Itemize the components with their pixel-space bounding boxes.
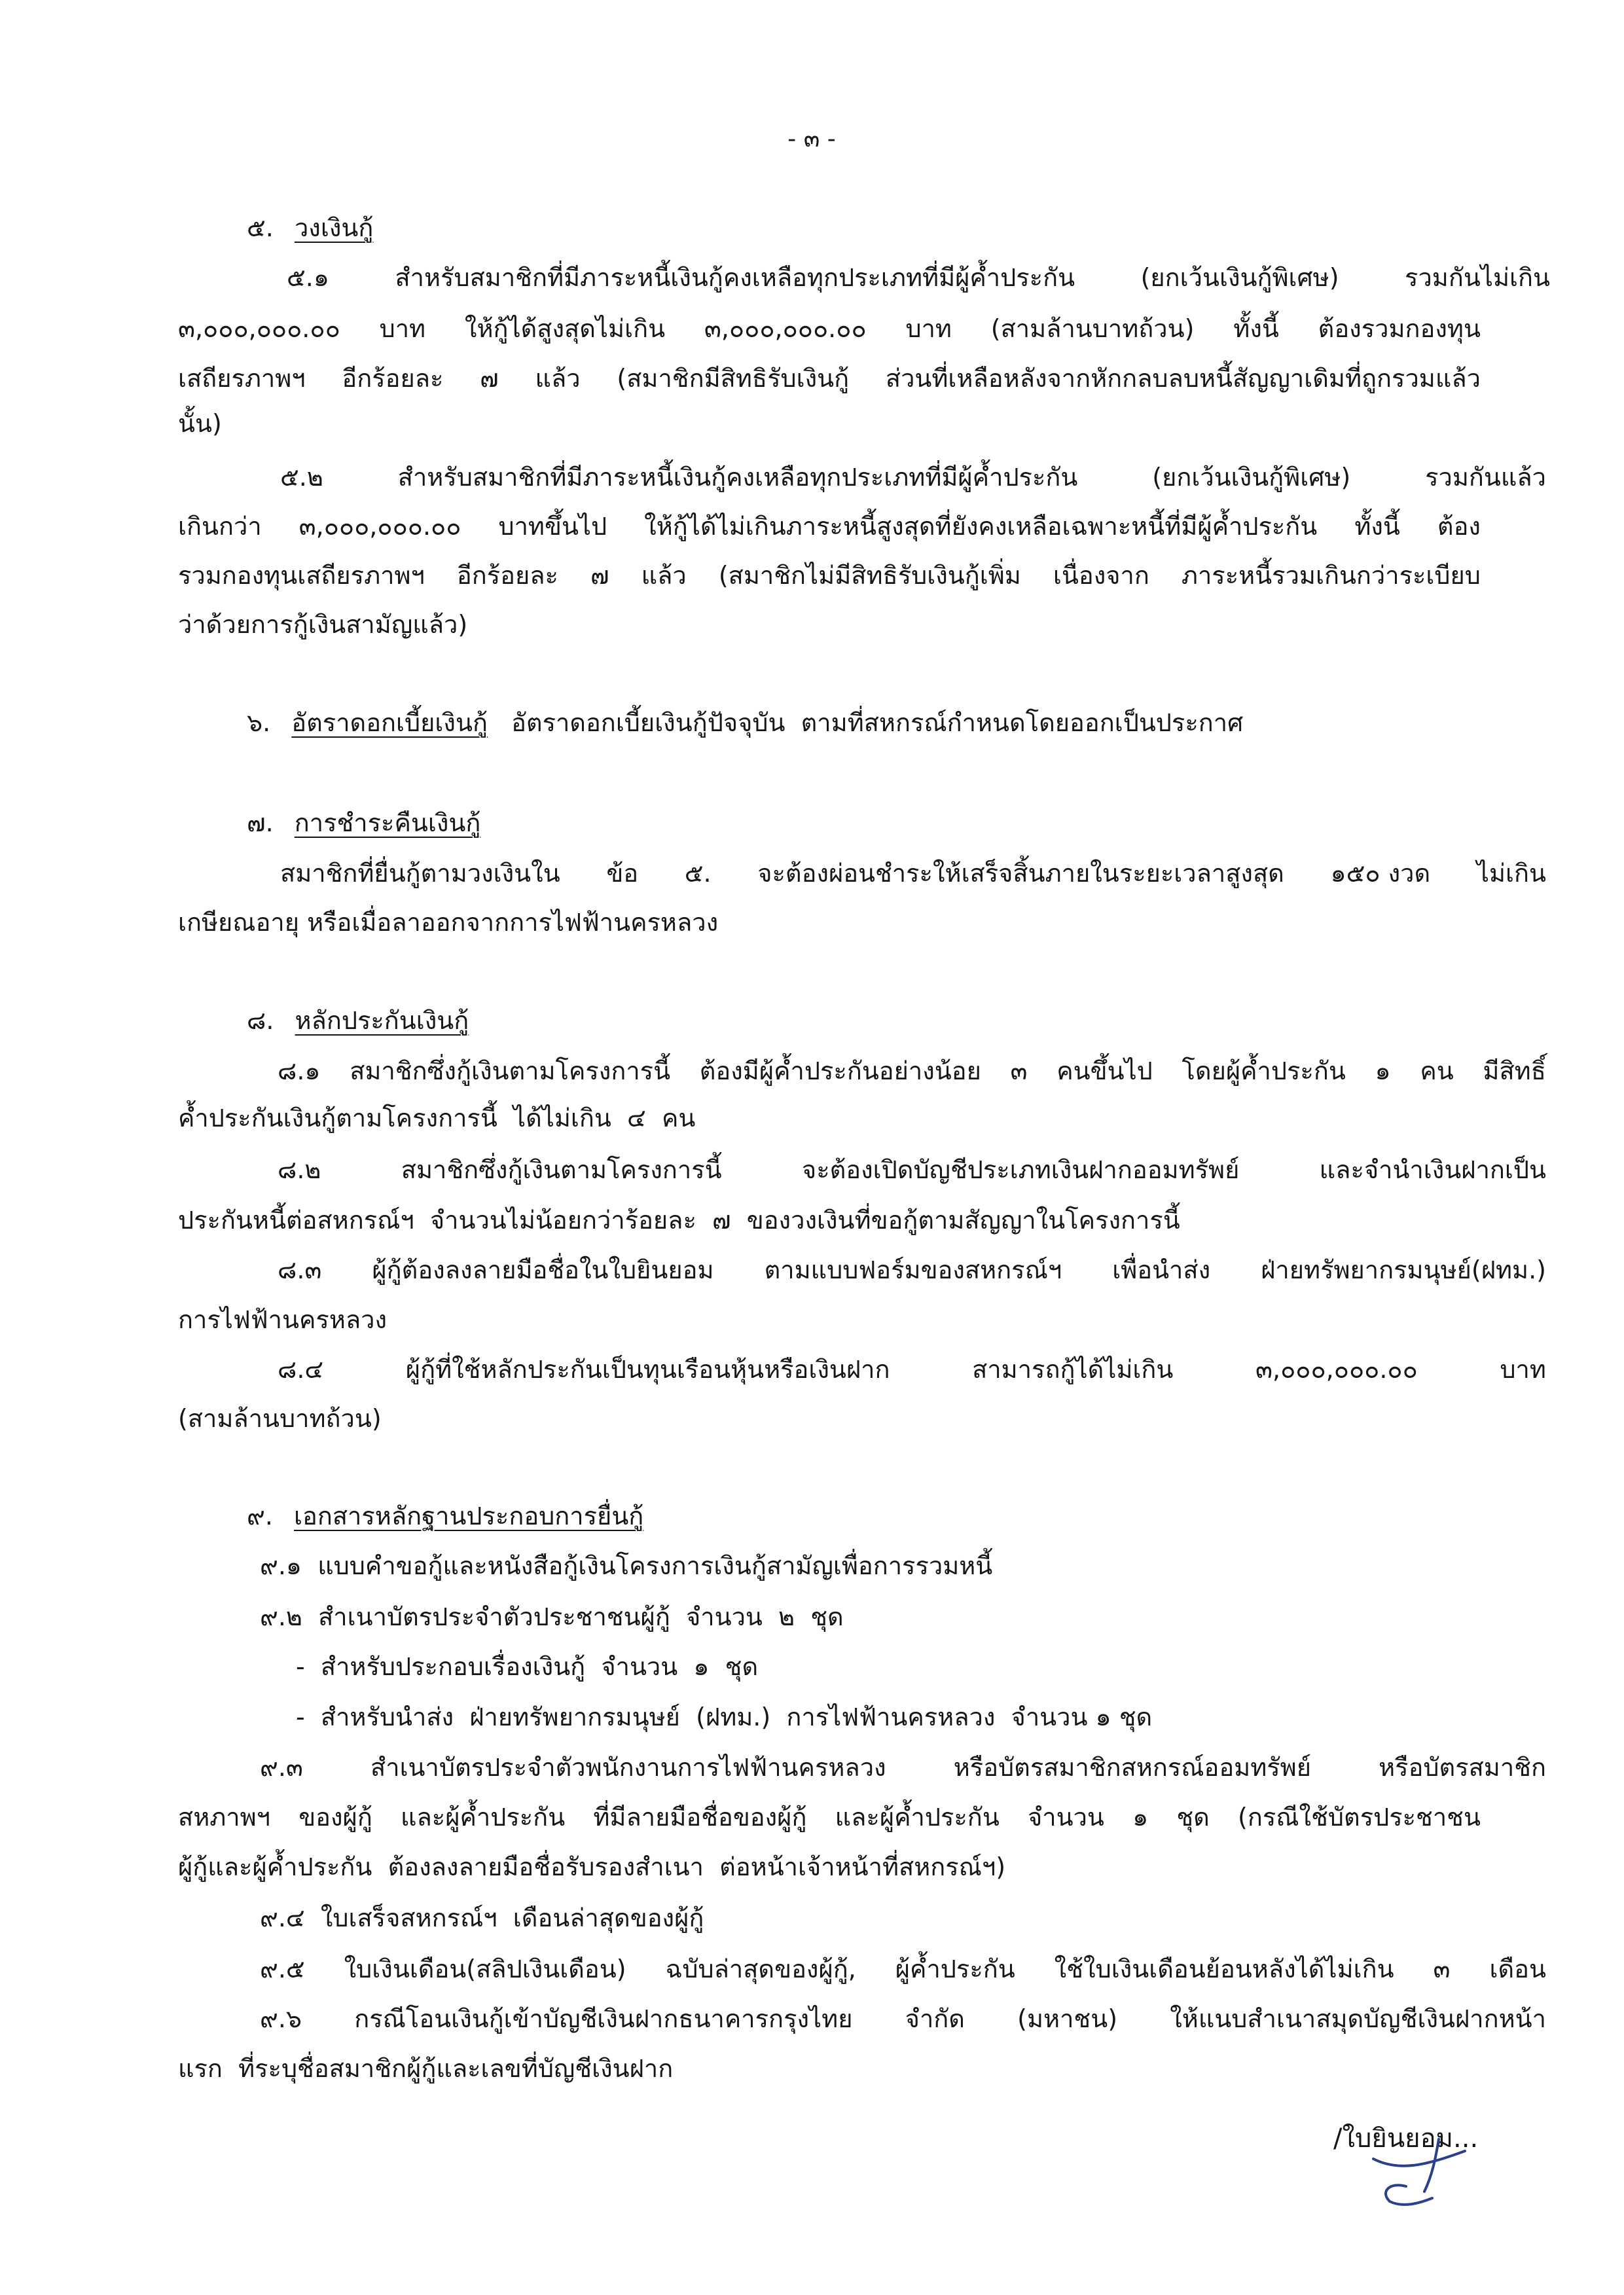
text-word: ฝ่ายทรัพยากรมนุษย์(ฝทม.)	[1261, 1256, 1546, 1284]
text-word: ๙.๖	[260, 2004, 302, 2033]
text-word: ๑๕๐ งวด	[1330, 859, 1431, 888]
text-word: (สามล้านบาทถ้วน)	[990, 314, 1195, 343]
text-word: ให้กู้ได้ไม่เกินภาระหนี้สูงสุดที่ยังคงเหลือเฉพาะหนี้ที่มีผู้ค้ำประกัน	[644, 512, 1318, 541]
section-5-1-line-4: นั้น)	[178, 409, 222, 438]
text-word: บาท	[1500, 1355, 1546, 1384]
text-word: ผู้กู้ต้องลงลายมือชื่อในใบยินยอม	[372, 1256, 714, 1284]
text-word: จำนวน	[1027, 1803, 1104, 1832]
text-word: ๑	[1375, 1057, 1391, 1085]
text-word: หรือบัตรสมาชิก	[1379, 1753, 1546, 1782]
section-7-title: การชำระคืนเงินกู้	[294, 808, 481, 837]
text-word: ให้กู้ได้สูงสุดไม่เกิน	[464, 314, 666, 343]
text-word: ภาระหนี้รวมเกินกว่าระเบียบ	[1181, 561, 1481, 590]
handwritten-initial-mark	[1327, 2113, 1485, 2211]
text-word: (ยกเว้นเงินกู้พิเศษ)	[1140, 263, 1339, 292]
text-word: ของผู้กู้	[298, 1803, 372, 1832]
section-8-1-line-1	[278, 1058, 1546, 1083]
section-9-2-bullet-2: - สำหรับนำส่ง ฝ่ายทรัพยากรมนุษย์ (ฝทม.) การไฟฟ้านครหลวง จำนวน ๑ ชุด	[296, 1703, 1153, 1731]
text-word: ๕.	[684, 859, 712, 888]
section-7-number: ๗.	[247, 808, 274, 837]
section-5-1-line-2	[178, 316, 1481, 341]
text-word: ๓,๐๐๐,๐๐๐.๐๐	[298, 512, 461, 541]
section-8-4-line-1	[278, 1357, 1546, 1382]
text-word: ต้อง	[1437, 512, 1481, 541]
text-word: ๘.๔	[278, 1355, 324, 1384]
section-5-number: ๕.	[247, 213, 274, 242]
section-9-4: ๙.๔ ใบเสร็จสหกรณ์ฯ เดือนล่าสุดของผู้กู้	[260, 1904, 704, 1932]
section-9-3-line-1	[260, 1755, 1546, 1780]
text-word: จำกัด	[905, 2004, 965, 2033]
text-word: ต้องมีผู้ค้ำประกันอย่างน้อย	[699, 1057, 981, 1085]
text-word: อีกร้อยละ	[456, 561, 558, 590]
section-9-2-bullet-1: - สำหรับประกอบเรื่องเงินกู้ จำนวน ๑ ชุด	[296, 1652, 759, 1681]
text-word: ๑	[1132, 1803, 1149, 1832]
section-5-2-line-1	[280, 465, 1546, 490]
text-word: ๘.๒	[278, 1155, 321, 1184]
text-word: ผู้ค้ำประกัน	[895, 1955, 1015, 1983]
text-word: ผู้กู้ที่ใช้หลักประกันเป็นทุนเรือนหุ้นหรือเงินฝาก	[405, 1355, 890, 1384]
section-9-6-line-1	[260, 2006, 1546, 2031]
text-word: รวมกันไม่เกิน	[1405, 263, 1550, 292]
section-9-number: ๙.	[247, 1502, 273, 1530]
text-word: ๘.๓	[278, 1256, 322, 1284]
section-7-line-1	[280, 861, 1546, 886]
text-word: สำหรับสมาชิกที่มีภาระหนี้เงินกู้คงเหลือทุกประเภทที่มีผู้ค้ำประกัน	[395, 263, 1075, 292]
text-word: ชุด	[1176, 1803, 1210, 1832]
section-6-number: ๖.	[247, 708, 271, 737]
page-number: - ๓ -	[787, 126, 836, 153]
section-7-line-2: เกษียณอายุ หรือเมื่อลาออกจากการไฟฟ้านครหลวง	[178, 908, 719, 937]
text-word: โดยผู้ค้ำประกัน	[1182, 1057, 1346, 1085]
section-9-2: ๙.๒ สำเนาบัตรประจำตัวประชาชนผู้กู้ จำนวน ๒ ชุด	[260, 1602, 844, 1631]
text-word: ฉบับล่าสุดของผู้กู้,	[665, 1955, 856, 1983]
section-5-2-line-3	[178, 563, 1481, 588]
text-word: ๓,๐๐๐,๐๐๐.๐๐	[704, 314, 867, 343]
section-9-title: เอกสารหลักฐานประกอบการยื่นกู้	[294, 1502, 644, 1530]
section-8-3-line-1	[278, 1257, 1546, 1282]
text-word: สมาชิกซึ่งกู้เงินตามโครงการนี้	[350, 1057, 671, 1085]
text-word: รวมกันแล้ว	[1425, 463, 1546, 492]
section-5-2-line-2	[178, 514, 1481, 539]
section-9-5	[260, 1957, 1546, 1981]
section-9-1: ๙.๑ แบบคำขอกู้และหนังสือกู้เงินโครงการเงินกู้สามัญเพื่อการรวมหนี้	[260, 1551, 993, 1580]
text-word: ๕.๒	[280, 463, 323, 492]
section-7-heading	[247, 810, 480, 835]
text-word: แล้ว	[535, 364, 581, 393]
text-word: ทั้งนี้	[1233, 314, 1279, 343]
section-5-2-line-4: ว่าด้วยการกู้เงินสามัญแล้ว)	[178, 610, 468, 639]
section-8-4-line-2: (สามล้านบาทถ้วน)	[178, 1404, 382, 1433]
text-word: สำเนาบัตรประจำตัวพนักงานการไฟฟ้านครหลวง	[370, 1753, 886, 1782]
text-word: บาท	[379, 314, 426, 343]
text-word: ตามแบบฟอร์มของสหกรณ์ฯ	[764, 1256, 1062, 1284]
text-word: และจำนำเงินฝากเป็น	[1319, 1155, 1546, 1184]
section-9-6-line-2: แรก ที่ระบุชื่อสมาชิกผู้กู้และเลขที่บัญชีเงินฝาก	[178, 2054, 674, 2083]
section-6	[247, 710, 1243, 735]
section-8-2-line-2: ประกันหนี้ต่อสหกรณ์ฯ จำนวนไม่น้อยกว่าร้อยละ ๗ ของวงเงินที่ขอกู้ตามสัญญาในโครงการนี้	[178, 1206, 1180, 1235]
text-word: (สมาชิกมีสิทธิรับเงินกู้	[617, 364, 850, 393]
text-word: ใบเงินเดือน(สลิปเงินเดือน)	[344, 1955, 626, 1983]
text-word: เนื่องจาก	[1053, 561, 1149, 590]
text-word: และผู้ค้ำประกัน	[401, 1803, 566, 1832]
text-word: ใช้ใบเงินเดือนย้อนหลังได้ไม่เกิน	[1054, 1955, 1394, 1983]
text-word: เสถียรภาพฯ	[178, 364, 306, 393]
text-word: ๓	[1433, 1955, 1451, 1983]
text-word: ต้องรวมกองทุน	[1318, 314, 1481, 343]
text-word: หรือบัตรสมาชิกสหกรณ์ออมทรัพย์	[953, 1753, 1311, 1782]
text-word: (สมาชิกไม่มีสิทธิรับเงินกู้เพิ่ม	[718, 561, 1021, 590]
text-word: ๘.๑	[278, 1057, 321, 1085]
section-9-heading	[247, 1504, 643, 1528]
section-8-1-line-2: ค้ำประกันเงินกู้ตามโครงการนี้ ได้ไม่เกิน ๔ คน	[178, 1104, 696, 1132]
text-word: เดือน	[1489, 1955, 1546, 1983]
text-word: (กรณีใช้บัตรประชาชน	[1238, 1803, 1481, 1832]
text-word: ข้อ	[606, 859, 639, 888]
text-word: (มหาชน)	[1017, 2004, 1118, 2033]
text-word: รวมกองทุนเสถียรภาพฯ	[178, 561, 425, 590]
section-9-3-line-2	[178, 1805, 1481, 1830]
text-word: ไม่เกิน	[1476, 859, 1546, 888]
text-word: มีสิทธิ์	[1483, 1057, 1546, 1085]
text-word: ๓	[1010, 1057, 1028, 1085]
section-5-heading	[247, 215, 373, 240]
section-8-3-line-2: การไฟฟ้านครหลวง	[178, 1305, 388, 1334]
text-word: เพื่อนำส่ง	[1112, 1256, 1211, 1284]
text-word: แล้ว	[641, 561, 687, 590]
section-8-number: ๘.	[247, 1006, 274, 1035]
text-word: คน	[1420, 1057, 1454, 1085]
text-word: สหภาพฯ	[178, 1803, 271, 1832]
section-5-1-line-1	[287, 265, 1550, 290]
text-word: สมาชิกที่ยื่นกู้ตามวงเงินใน	[280, 859, 560, 888]
section-5-title: วงเงินกู้	[294, 213, 374, 242]
text-word: ส่วนที่เหลือหลังจากหักกลบลบหนี้สัญญาเดิมที่ถูกรวมแล้ว	[885, 364, 1481, 393]
text-word: ๕.๑	[287, 263, 329, 292]
text-word: กรณีโอนเงินกู้เข้าบัญชีเงินฝากธนาคารกรุงไทย	[354, 2004, 853, 2033]
text-word: และผู้ค้ำประกัน	[835, 1803, 1000, 1832]
section-5-1-line-3	[178, 366, 1481, 391]
section-6-title: อัตราดอกเบี้ยเงินกู้	[291, 708, 488, 737]
text-word: สามารถกู้ได้ไม่เกิน	[972, 1355, 1174, 1384]
text-word: สมาชิกซึ่งกู้เงินตามโครงการนี้	[401, 1155, 722, 1184]
text-word: ๙.๕	[260, 1955, 305, 1983]
text-word: ที่มีลายมือชื่อของผู้กู้	[593, 1803, 807, 1832]
section-8-heading	[247, 1008, 469, 1033]
text-word: ให้แนบสำเนาสมุดบัญชีเงินฝากหน้า	[1170, 2004, 1546, 2033]
text-word: ๗	[480, 364, 499, 393]
text-word: ๓,๐๐๐,๐๐๐.๐๐	[1255, 1355, 1418, 1384]
section-8-title: หลักประกันเงินกู้	[295, 1006, 469, 1035]
section-8-2-line-1	[278, 1157, 1546, 1182]
continuation-note: /ใบยินยอม...	[1333, 2123, 1479, 2154]
text-word: สำหรับสมาชิกที่มีภาระหนี้เงินกู้คงเหลือทุกประเภทที่มีผู้ค้ำประกัน	[397, 463, 1078, 492]
text-word: คนขึ้นไป	[1056, 1057, 1153, 1085]
text-word: จะต้องเปิดบัญชีประเภทเงินฝากออมทรัพย์	[801, 1155, 1240, 1184]
text-word: ๙.๓	[260, 1753, 303, 1782]
text-word: ๗	[590, 561, 609, 590]
section-9-3-line-3: ผู้กู้และผู้ค้ำประกัน ต้องลงลายมือชื่อรับรองสำเนา ต่อหน้าเจ้าหน้าที่สหกรณ์ฯ)	[178, 1852, 1006, 1881]
text-word: เกินกว่า	[178, 512, 262, 541]
text-word: บาทขึ้นไป	[498, 512, 607, 541]
text-word: ๓,๐๐๐,๐๐๐.๐๐	[178, 314, 340, 343]
text-word: อีกร้อยละ	[342, 364, 444, 393]
text-word: จะต้องผ่อนชำระให้เสร็จสิ้นภายในระยะเวลาสูงสุด	[757, 859, 1284, 888]
text-word: บาท	[905, 314, 952, 343]
section-6-text: อัตราดอกเบี้ยเงินกู้ปัจจุบัน ตามที่สหกรณ์กำหนดโดยออกเป็นประกาศ	[511, 708, 1244, 737]
text-word: (ยกเว้นเงินกู้พิเศษ)	[1152, 463, 1351, 492]
text-word: ทั้งนี้	[1354, 512, 1400, 541]
